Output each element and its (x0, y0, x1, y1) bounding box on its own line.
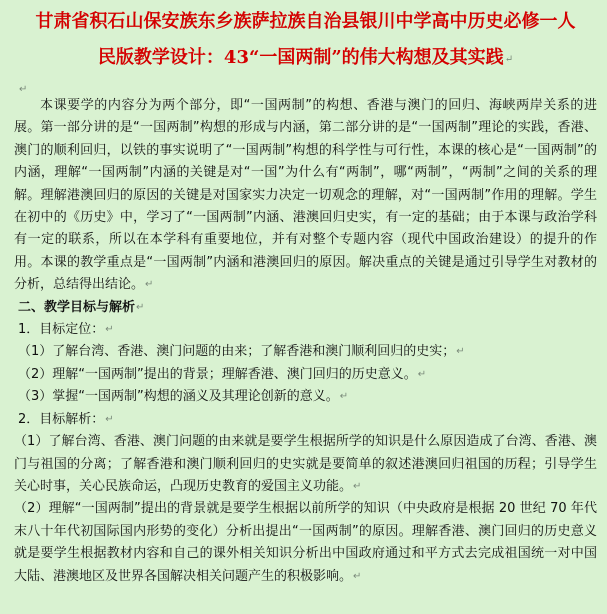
paragraph-mark-icon: ↵ (339, 391, 349, 403)
goal-label: 1．目标定位：↵ (18, 322, 114, 338)
document-title (14, 4, 597, 78)
intro-paragraph (14, 95, 597, 297)
paragraph-mark-icon: ↵ (136, 301, 145, 313)
paragraph-mark-icon: ↵ (353, 480, 362, 492)
paragraph-mark-icon: ↵ (105, 413, 114, 425)
analysis-paragraph: （2）理解“一国两制”提出的背景就是要学生根据以前所学的知识（中央政府是根据 20 世纪 70 年代末八十年代初国际国内形势的变化）分析出提出“一国两制”的原因。理解香港、澳门回归的历史意义就是要学生根据教材内容和自己的课外相关知识分析出中国政府通过和平方式去完成祖国统一对中国大陆、港澳地区及世界各国解决相关问题产生的积极影响。↵ (14, 501, 597, 584)
goal-item: （2）理解“一国两制”提出的背景；理解香港、澳门回归的历史意义。↵ (18, 366, 427, 382)
title-line-1: 甘肃省积石山保安族东乡族萨拉族自治县银川中学高中历史必修一人 (35, 11, 576, 32)
paragraph-mark-icon: ↵ (353, 570, 362, 582)
section-heading: 二、教学目标与解析↵ (18, 299, 145, 315)
paragraph-mark-icon: ↵ (105, 324, 114, 336)
paragraph-mark-icon: ↵ (456, 346, 465, 358)
goal-item: （1）了解台湾、香港、澳门问题的由来；了解香港和澳门顺利回归的史实；↵ (18, 344, 465, 360)
paragraph-mark-icon: ↵ (417, 368, 427, 380)
goal-item: （3）掌握“一国两制”构想的涵义及其理论创新的意义。↵ (18, 389, 349, 405)
paragraph-mark-icon: ↵ (19, 84, 28, 95)
title-line-2: 民版教学设计：43“一国两制”的伟大构想及其实践 (97, 47, 504, 68)
analysis-label: 2．目标解析：↵ (18, 411, 114, 427)
analysis-paragraph: （1）了解台湾、香港、澳门问题的由来就是要学生根据所学的知识是什么原因造成了台湾、香港、澳门与祖国的分离；了解香港和澳门顺利回归的史实就是要简单的叙述港澳回归祖国的历程；引导学生关心时事，关心民族命运，凸现历史教育的爱国主义功能。↵ (14, 434, 597, 494)
paragraph-mark-icon: ↵ (145, 279, 154, 291)
empty-paragraph (14, 78, 597, 95)
paragraph-mark-icon: ↵ (504, 54, 514, 65)
intro-text: 本课要学的内容分为两个部分，即“一国两制”的构想、香港与澳门的回归、海峡两岸关系的进展。第一部分讲的是“一国两制”构想的形成与内涵，第二部分讲的是“一国两制”理论的实践，香港、澳门的顺利回归，以铁的事实说明了“一国两制”构想的科学性与可行性，本课的核心是“一国两制”的内涵，理解“一国两制”内涵的关键是对“一国”为什么有“两制”，哪“两制”，“两制”之间的关系的理解。理解港澳回归的原因的关键是对国家实力决定一切观念的理解，对“一国两制”作用的理解。学生在初中的《历史》中，学习了“一国两制”内涵、港澳回归史实，有一定的基础；由于本课与政治学科有一定的联系，所以在本学科有重要地位，并有对整个专题内容（现代中国政治建设）的提升的作用。本课的教学重点是“一国两制”内涵和港澳回归的原因。解决重点的关键是通过引导学生对教材的分析，总结得出结论。 (14, 98, 597, 293)
